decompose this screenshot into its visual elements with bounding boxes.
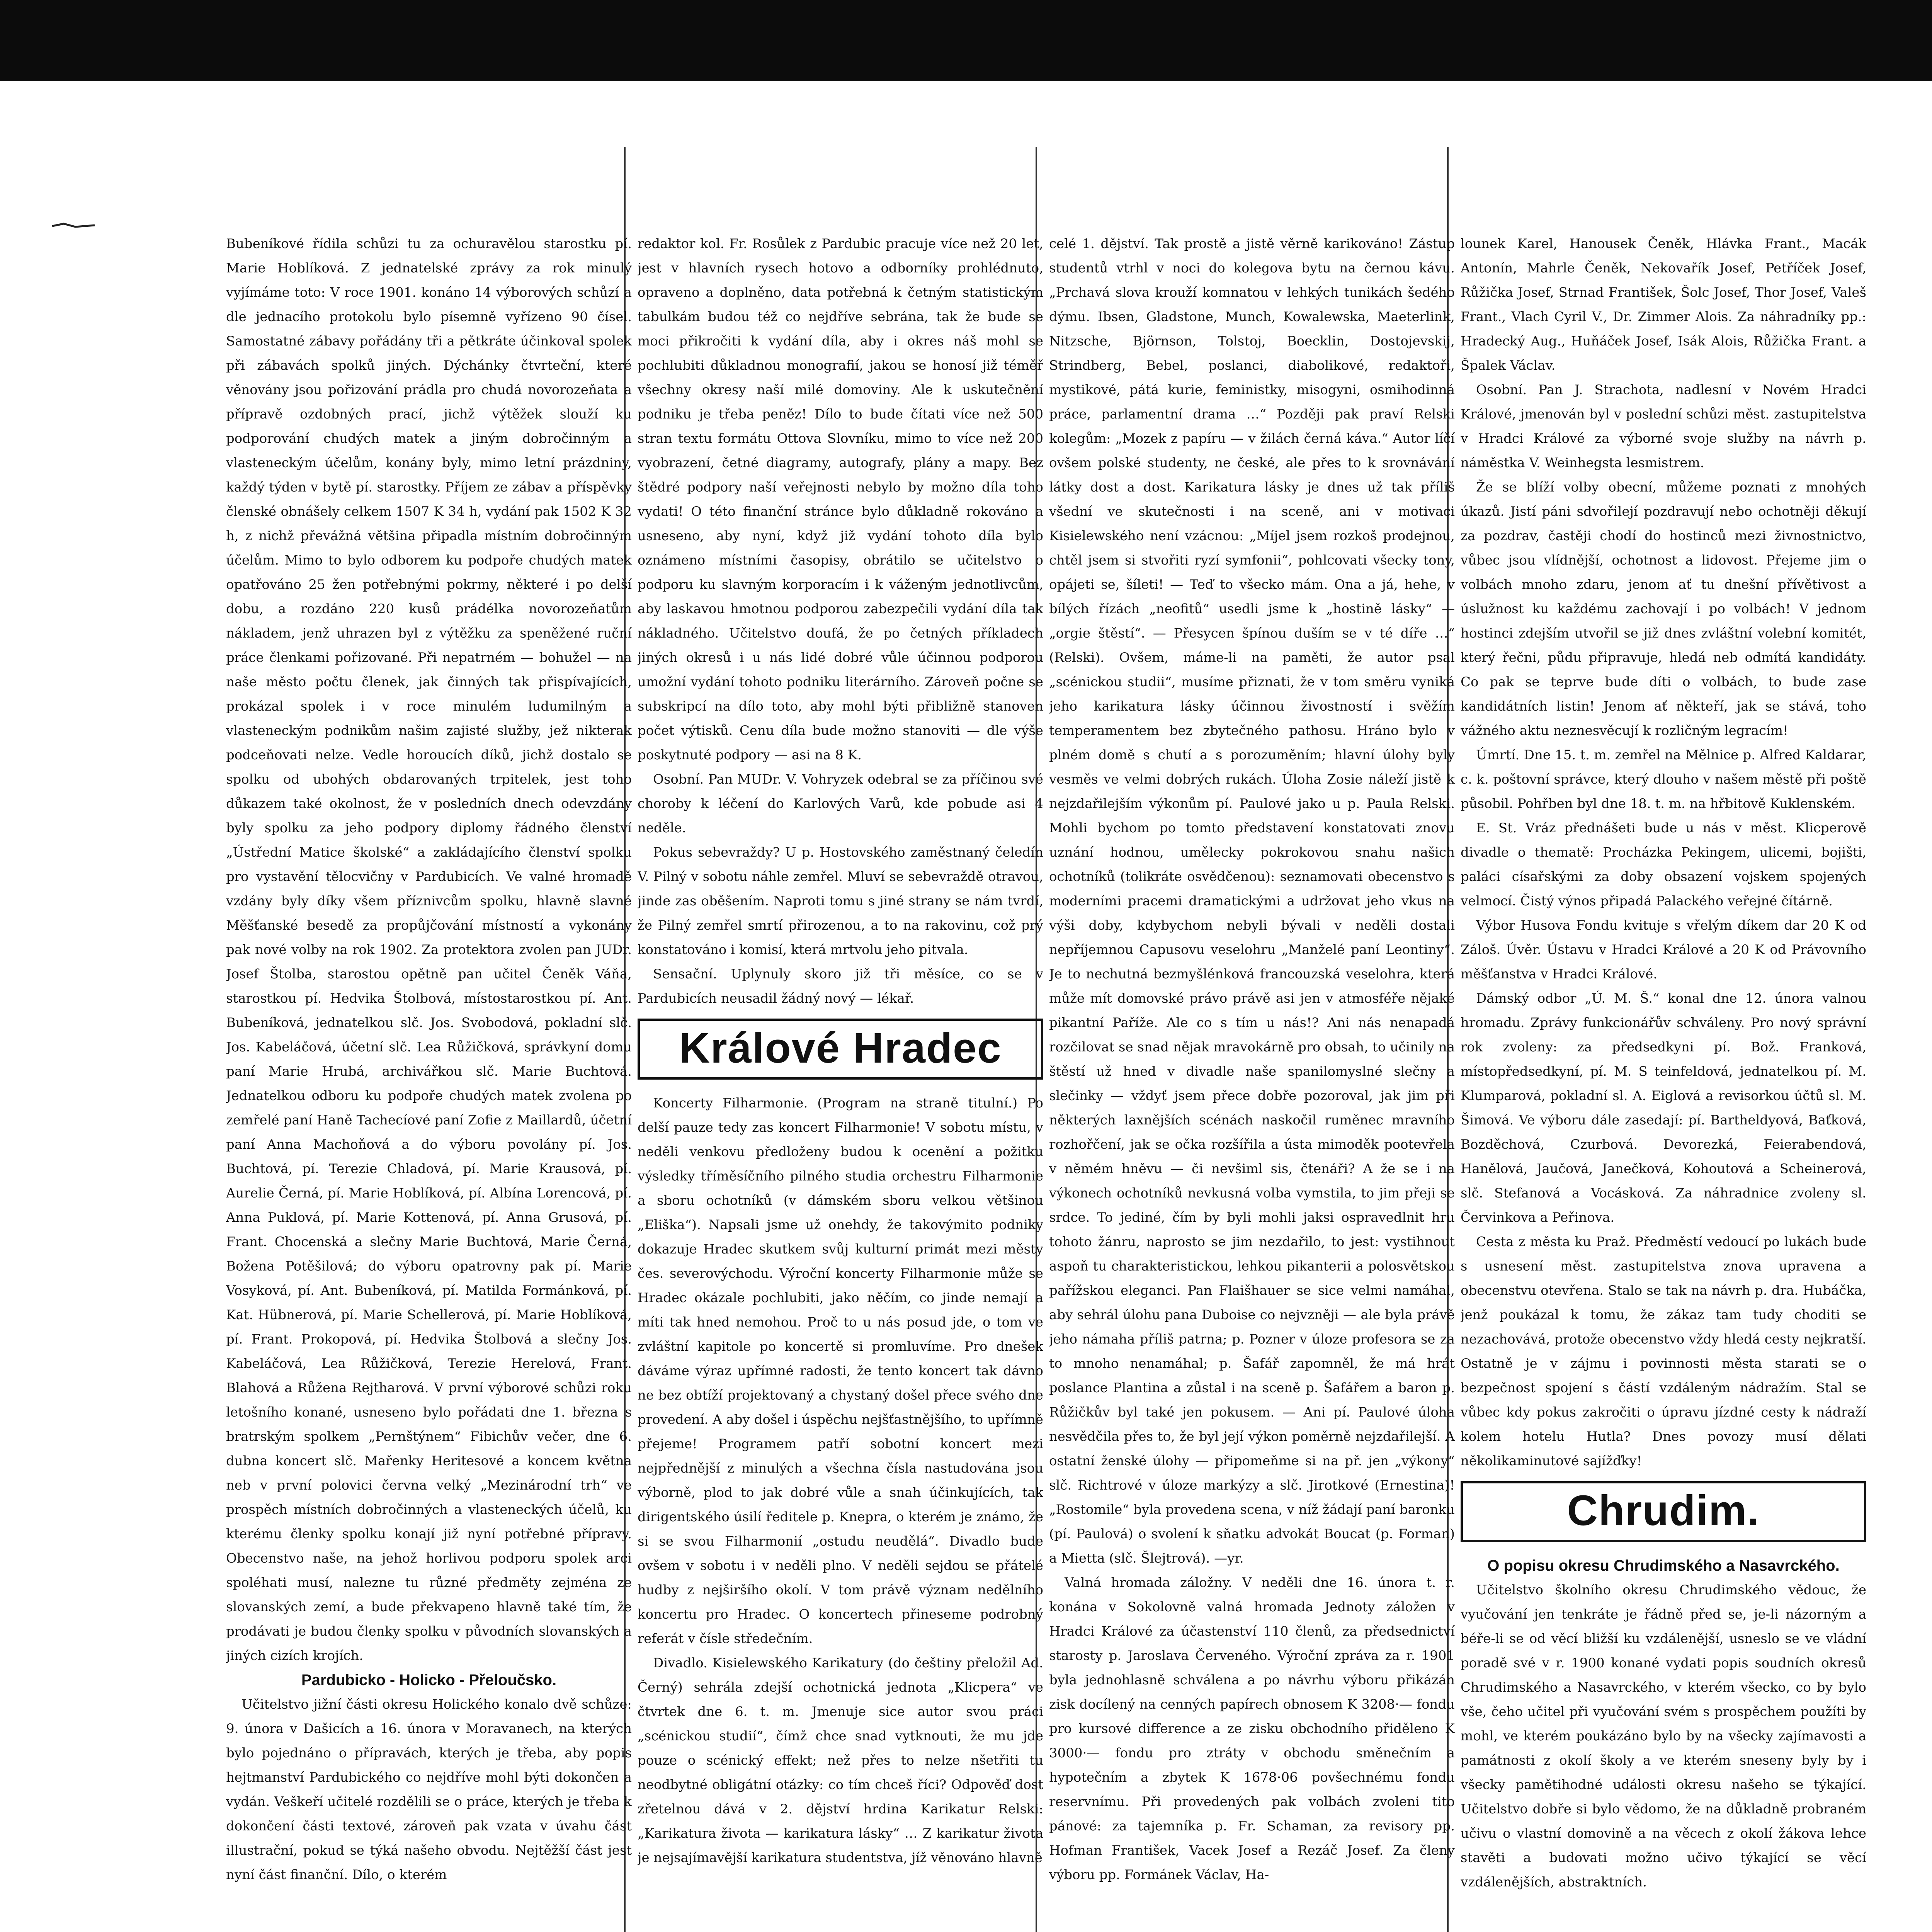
article-paragraph: lounek Karel, Hanousek Čeněk, Hlávka Frant., Macák Antonín, Mahrle Čeněk, Nekovařík Josef, Petříček Josef, Růžička Josef, Strnad František, Šolc Josef, Thor Josef, Valeš Frant., Vlach Cyril V., Dr. Zimmer Alois. Za náhradníky pp.: Hradecký Aug., Huňáček Josef, Isák Alois, Růžička Frant. a Špalek Václav. [1461, 236, 1866, 373]
article-paragraph: E. St. Vráz přednášeti bude u nás v měst. Klicperově divadle o thematě: Procházka Pekingem, ulicemi, bojišti, paláci císařskými za doby obsazení vojskem spojených velmocí. Čistý výnos připadá Palackého veřejné čítárně. [1461, 820, 1866, 909]
column-4 [1461, 232, 1866, 1932]
article-paragraph: Učitelstvo jižní části okresu Holického konalo dvě schůze: 9. února v Dašicích a 16. února v Moravanech, na kterých bylo pojednáno o přípravách, kterých je třeba, aby popis hejtmanství Pardubického co nejdříve mohl býti dokončen a vydán. Veškeří učitelé rozdělili se o práce, kterých je třeba k dokončení části textové, zároveň pak vzata v úvahu část illustrační, pokud se týká našeho obvodu. Nejtěžší část jest nyní část finanční. Dílo, o kterém [226, 1697, 632, 1883]
column-1 [226, 232, 632, 1932]
column-2 [638, 232, 1043, 1932]
article-paragraph: Valná hromada záložny. V neděli dne 16. února t. r. konána v Sokolovně valná hromada Jednoty záložen v Hradci Králové za účastenství 110 členů, za předsednictví starosty p. Jaroslava Červeného. Výroční zpráva za r. 1901 byla jednohlasně schválena a po návrhu výboru přikázán zisk docílený na cenných papírech obnosem K 3208·— fondu pro kursové difference a ze zisku obchodního přiděleno K 3000·— fondu pro ztráty v obchodu směnečním a hypotečním a zbytek K 1678·06 povšechnému fondu reservnímu. Při provedených pak volbách zvoleni tito pánové: za tajemníka p. Fr. Schaman, za revisory pp. Hofman František, Vacek Josef a Rezáč Josef. Za členy výboru pp. Formánek Václav, Ha- [1049, 1575, 1455, 1883]
article-paragraph: celé 1. dějství. Tak prostě a jistě věrně karikováno! Zástup studentů vtrhl v noci do kolegova bytu na černou kávu. „Prchavá slova krouží komnatou v lehkých tunikách šedého dýmu. Ibsen, Gladstone, Munch, Kowalewska, Maeterlink, Nitzsche, Björnson, Tolstoj, Boecklin, Dostojevskij, Strindberg, Bebel, poslanci, diabolikové, redaktoři, mystikové, pátá kurie, feministky, misogyni, osmihodinná práce, parlamentní drama …“ Později pak praví Relski kolegům: „Mozek z papíru — v žilách černá káva.“ Autor líčí ovšem polské studenty, ne české, ale přes to k srovnávání látky dost a dost. Karikatura lásky je dnes už tak příliš všední ve skutečnosti i na sceně, ani v motivaci Kisielewského není vzácnou: „Míjel jsem rozkoš prodejnou, chtěl jsem si stvořiti ryzí symfonii“, pohlcovati všecky tony, opájeti se, šíleti! — Teď to všecko mám. Ona a já, hehe, v bílých řízách „neofitů“ usedli jsme k „hostině lásky“ — „orgie štěstí“. — Přesycen špínou duším se v té díře …“ (Relski). Ovšem, máme-li na paměti, že autor psal „scénickou studii“, musíme přiznati, že v tom směru vyniká jeho karikatura lásky účinnou živostností i svěžím temperamentem bez zbytečného pathosu. Hráno bylo v plném domě s chutí a s porozuměním; hlavní úlohy byly vesměs ve velmi dobrých rukách. Úloha Zosie náleží jistě k nejzdařilejším výkonům pí. Paulové jako u p. Paula Relski. Mohli bychom po tomto představení konstatovati znovu uznání hodnou, umělecky pokrokovou snahu našich ochotníků (tolikráte osvědčenou): seznamovati obecenstvo s moderními pracemi dramatickými a udržovat jeho vkus na výši doby, kdybychom nebyli bývali v neděli dostali nepříjemnou Capusovu veselohru „Manželé paní Leontiny“. Je to nechutná bezmyšlénková francouzská veselohra, která může mít domovské právo právě asi jen v atmosféře nějaké pikantní Paříže. Ale co s tím u nás!? Ani nás nenapadá rozčilovat se snad nějak mravokárně pro obsah, to učinily na štěstí už hned v divadle naše spanilomyslné slečny a slečinky — vždyť jsem přece dobře pozoroval, jak jim při některých laxnějších scénách naskočil ruměnec mravního rozhořčení, jak se očka rozšířila a ústa mimoděk pootevřela v němém hněvu — či nevšiml sis, čtenáři? A že se i na výkonech ochotníků nevkusná volba vymstila, to jim přeji se srdce. To jediné, čím by byli mohli jaksi ospravedlnit hru tohoto žánru, naprosto se jim nezdařilo, to jest: vystihnout aspoň tu charakteristickou, lehkou pikanterii a polosvětskou pařížskou eleganci. Pan Flaišhauer se sice velmi namáhal, aby sehrál úlohu pana Duboise co nejvzněji — ale byla právě jeho námaha příliš patrna; p. Pozner v úloze profesora se za to mnoho nenamáhal; p. Šafář zapomněl, že má hrát poslance Plantina a zůstal i na sceně p. Šafářem a baron p. Růžičkův byl také jen pokusem. — Ani pí. Paulové úloha nesvědčila přes to, že byl její výkon poměrně nejzdařilejší. A ostatní ženské úlohy — připomeňme si na př. jen „výkony“ slč. Richtrové v úloze markýzy a slč. Jirotkové (Ernestina)! „Rostomile“ byla provedena scena, v níž žádají paní baronku (pí. Paulová) o svolení k sňatku advokát Boucat (p. Forman) a Mietta (slč. Šlejtrová). —yr. [1049, 236, 1455, 1566]
article-paragraph: Cesta z města ku Praž. Předměstí vedoucí po lukách bude s usnesení měst. zastupitelstva znova upravena a obecenstvu otevřena. Stalo se tak na návrh p. dra. Hubáčka, jenž poukázal k tomu, že zákaz tam tudy choditi se nezachovává, protože obecenstvo vždy hledá cesty nejkratší. Ostatně je v zájmu i povinnosti města starati se o bezpečnost spojení s částí vzdáleným nádražím. Stal se vůbec kdy pokus zakročiti o úpravu jízdné cesty k nádraží kolem hotelu Hutla? Dnes povozy musí dělati několikaminutové sajížďky! [1461, 1234, 1866, 1469]
article-paragraph: Osobní. Pan J. Strachota, nadlesní v Novém Hradci Králové, jmenován byl v poslední schůzi měst. zastupitelstva v Hradci Králové za výborné svoje služby na návrh p. náměstka V. Weinhegsta lesmistrem. [1461, 382, 1866, 471]
article-paragraph: Výbor Husova Fondu kvituje s vřelým díkem dar 20 K od Záloš. Úvěr. Ústavu v Hradci Králové a 20 K od Právovního měšťanstva v Hradci Králové. [1461, 918, 1866, 982]
article-paragraph: Divadlo. Kisielewského Karikatury (do češtiny přeložil Ad. Černý) sehrála zdejší ochotnická jednota „Klicpera“ ve čtvrtek dne 6. t. m. Jmenuje sice autor svou práci „scénickou studií“, čímž chce snad vytknouti, že mu jde pouze o scénický effekt; než přes to nelze nšetřiti tu neodbytné obligátní otázky: co tím chceš říci? Odpověď dost zřetelnou dává v 2. dějství hrdina Karikatur Relski: „Karikatura života — karikatura lásky“ … Z karikatur života je nejsajímavější karikatura studentstva, jíž věnováno hlavně [638, 1655, 1043, 1866]
article-paragraph: Bubeníkové řídila schůzi tu za ochuravělou starostku pí. Marie Hoblíková. Z jednatelské zprávy za rok minulý vyjímáme toto: V roce 1901. konáno 14 výborových schůzí a dle jednacího protokolu bylo písemně vyřízeno 90 čísel. Samostatné zábavy pořádány tři a pětkráte účinkoval spolek při zábavách spolků jiných. Dýchánky čtvrteční, které věnovány jsou pořizování prádla pro chudá novorozeňata a přípravě ozdobných prací, jichž výtěžek slouží ku podporování chudých matek a jiným dobročinným a vlasteneckým účelům, konány byly, mimo letní prázdniny, každý týden v bytě pí. starostky. Příjem ze zábav a příspěvky členské obnášely celkem 1507 K 34 h, vydání pak 1502 K 32 h, z nichž převážná většina připadla místním dobročinným účelům. Mimo to bylo odborem ku podpoře chudých matek opatřováno 25 žen potřebnými pokrmy, některé i po delší dobu, a rozdáno 220 kusů prádélka novorozeňatům nákladem, jenž uhrazen byl z výtěžku za speněžené ruční práce členkami pořizované. Při nepatrném — bohužel — na naše město počtu členek, jak činných tak přispívajících, prokázal spolek i v roce minulém ludumilným a vlasteneckým podnikům našim zajisté služby, jež nikterak podceňovati nelze. Vedle horoucích díků, jichž dostalo se spolku od ubohých obdarovaných trpitelek, jest toho důkazem také okolnost, že v posledních dnech odevzdány byly spolku za jeho podpory diplomy řádného členství „Ústřední Matice školské“ a zakládajícího členství spolku pro vystavění tělocvičny v Pardubicích. Ve valné hromadě vzdány byly díky všem příznivcům spolku, hlavně slavné Měšťanské besedě za propůjčování místností a vykonány pak nové volby na rok 1902. Za protektora zvolen pan JUDr. Josef Štolba, starostou opětně pan učitel Čeněk Váňa, starostkou pí. Hedvika Štolbová, místostarostkou pí. Ant. Bubeníková, jednatelkou slč. Jos. Svobodová, pokladní slč. Jos. Kabeláčová, účetní slč. Lea Růžičková, správkyní domu paní Marie Hrubá, archivářkou slč. Marie Buchtová. Jednatelkou odboru ku podpoře chudých matek zvolena po zemřelé paní Haně Tachecíové paní Zofie z Maillardů, účetní paní Anna Machoňová a do výboru povolány pí. Jos. Buchtová, pí. Terezie Chladová, pí. Marie Krausová, pí. Aurelie Černá, pí. Marie Hoblíková, pí. Albína Lorencová, pí. Anna Puklová, pí. Marie Kottenová, pí. Anna Grusová, pí. Frant. Chocenská a slečny Marie Buchtová, Marie Černá, Božena Potěšilová; do výboru opatrovny pak pí. Marie Vosyková, pí. Ant. Bubeníková, pí. Matilda Formánková, pí. Kat. Hübnerová, pí. Marie Schellerová, pí. Marie Hoblíková, pí. Frant. Prokopová, pí. Hedvika Štolbová a slečny Jos. Kabeláčová, Lea Růžičková, Terezie Herelová, Frant. Blahová a Růžena Rejtharová. V první výborové schůzi roku letošního konané, usneseno bylo pořádati dne 1. března s bratrským spolkem „Pernštýnem“ Fibichův večer, dne 6. dubna koncert slč. Mařenky Heritesové a koncem května neb v první polovici června velký „Mezinárodní trh“ ve prospěch místních dobročinných a vlasteneckých účelů, ku kterému členky spolku konají již nyní potřebné přípravy. Obecenstvo naše, na jehož horlivou podporu spolek arci spoléhati musí, nalezne tu různé předměty zejména ze slovanských zemí, a bude překvapeno hlavně také tím, že prodávati je budou členky spolku v původních slovanských a jiných cizích krojích. [226, 236, 632, 1663]
article-paragraph: Pokus sebevraždy? U p. Hostovského zaměstnaný čeledín V. Pilný v sobotu náhle zemřel. Mluví se sebevraždě otravou, jinde zas oběšením. Naproti tomu s jiné strany se nám tvrdí, že Pilný zemřel smrtí přirozenou, a to na rakovinu, což prý konstatováno i komisí, která mrtvolu jeho pitvala. [638, 845, 1043, 957]
article-paragraph: Učitelstvo školního okresu Chrudimského vědouc, že vyučování jen tenkráte je řádně před se, je-li názorným a béře-li se od věcí bližší ku vzdálenější, usneslo se ve vládní poradě své v r. 1900 konané vydati popis soudních okresů Chrudimského a Nasavrckého, v kterém všecko, co by bylo vše, čeho učitel při vyučování svém s prospěchem použíti by mohl, ve kterém poukázáno bylo by na všecky zajímavosti a památnosti z okolí školy a ve kterém sneseny byly by i všecky pamětihodné události okresu našeho se týkající. Učitelstvo dobře si bylo vědomo, že na důkladně probraném učivu o vlastní domovině a na věcech z okolí žákova lehce stavěti a budovati možno učivo týkající se věcí vzdálenějších, abstraktních. [1461, 1582, 1866, 1890]
scan-mark-icon [52, 222, 95, 229]
article-paragraph: Že se blíží volby obecní, můžeme poznati z mnohých úkazů. Jistí páni sdvořilejí pozdravují nebo ochotněji děkují za pozdrav, častěji chodí do hostinců mezi živnostnictvo, vůbec jsou vlídnější, ochotnost a lidovost. Přejeme jim o volbách mnoho zdaru, jenom ať tu dnešní přívětivost a úslužnost ku každému zachovají i po volbách! V jednom hostinci zdejším utvořil se již dnes zvláštní volební komitét, který řečni, půdu připravuje, hledá neb odmítá kandidáty. Co pak se teprve bude díti o volbách, to bude zase kandidátních listin! Jenom ať někteří, jak se stává, toho vážného aktu neznesvěcují k rozličným legracím! [1461, 480, 1866, 738]
article-subheading: O popisu okresu Chrudimského a Nasavrckého. [1487, 1557, 1840, 1574]
section-heading-kralove-hradec: Králové Hradec [638, 1019, 1043, 1080]
article-paragraph: Sensační. Uplynuly skoro již tři měsíce, co se v Pardubicích neusadil žádný nový — lékař. [638, 966, 1043, 1006]
article-paragraph: redaktor kol. Fr. Rosůlek z Pardubic pracuje více než 20 let, jest v hlavních rysech hotovo a odborníky prohlédnuto, opraveno a doplněno, data potřebná k četným statistickým tabulkám budou též co nejdříve sebrána, tak že bude se moci přikročiti k vydání díla, aby i okres náš mohl se pochlubiti důkladnou monografií, jakou se honosí již téměř všechny okresy naší milé domoviny. Ale k uskutečnění podniku je třeba peněz! Dílo to bude čítati více než 500 stran textu formátu Ottova Slovníku, mimo to více než 200 vyobrazení, četné diagramy, autografy, plány a mapy. Bez štědré podpory naší veřejnosti nebylo by možno díla toho vydati! O této finanční stránce bylo důkladně rokováno a usneseno, aby nyní, když již vydání tohoto díla bylo oznámeno místními časopisy, obrátilo se učitelstvo o podporu ku slavným korporacím i k váženým jednotlivcům, aby laskavou hmotnou podporou zabezpečili vydání díla tak nákladného. Učitelstvo doufá, že po četných příkladech jiných okresů i u nás lidé dobré vůle účinnou podporou umožní vydání tohoto podniku literárního. Zároveň počne se subskripcí na dílo toto, aby mohl býti přibližně stanoven počet výtisků. Cenu díla bude možno stanoviti — dle výše poskytnuté podpory — asi na 8 K. [638, 236, 1043, 763]
section-subheading: Pardubicko - Holicko - Přeloučsko. [301, 1672, 557, 1689]
article-paragraph: Osobní. Pan MUDr. V. Vohryzek odebral se za příčinou své choroby k léčení do Karlových Varů, kde pobude asi 4 neděle. [638, 772, 1043, 836]
scan-border-top [0, 0, 1932, 81]
article-paragraph: Koncerty Filharmonie. (Program na straně titulní.) Po delší pauze tedy zas koncert Filharmonie! V sobotu místu, v neděli venkovu předloženy budou k ocenění a požitku výsledky tříměsíčního pilného studia orchestru Filharmonie a sboru ochotníků (v dámském sboru velkou většinou „Eliška“). Napsali jsme už onehdy, že takovýmito podniky dokazuje Hradec skutkem svůj kulturní primát mezi městy čes. severovýchodu. Výroční koncerty Filharmonie může se Hradec okázale pochlubiti, jako něčím, co jinde nemají a míti tak hned nemohou. Proč to u nás posud jde, o tom ve zvláštní kapitole po koncertě si promluvíme. Pro dnešek dáváme výraz upřímné radosti, že tento koncert tak dávno ne bez obtíží projektovaný a chystaný došel přece svého dne provedení. A aby došel i úspěchu nejšťastnějšího, to upřímně přejeme! Programem patří sobotní koncert mezi nejpřednější z minulých a všechna čísla nastudována jsou výborně, plod to jak dobré vůle a snah účinkujících, tak dirigentského úsilí ředitele p. Knepra, o kterém je známo, že si se svou Filharmonií „ostudu neudělá“. Divadlo bude ovšem v sobotu i v neděli plno. V neděli sejdou se přátelé hudby z nejširšího okolí. V tom právě význam nedělního koncertu pro Hradec. O koncertech přineseme podrobný referát v čísle středečním. [638, 1095, 1043, 1646]
article-paragraph: Dámský odbor „Ú. M. Š.“ konal dne 12. února valnou hromadu. Zprávy funkcionářův schváleny. Pro nový správní rok zvoleny: za předsedkyni pí. Bož. Franková, místopředsedkyní, pí. M. S teinfeldová, jednatelkou pí. M. Klumparová, pokladní sl. A. Eiglová a revisorkou účtů sl. M. Šimová. Ve výboru dále zasedají: pí. Bartheldyová, Baťková, Bozděchová, Czurbová. Devorezká, Feierabendová, Hanělová, Jaučová, Janečková, Kohoutová a Scheinerová, slč. Stefanová a Vocásková. Za náhradnice zvoleny sl. Červinkova a Peřinova. [1461, 991, 1866, 1225]
article-paragraph: Úmrtí. Dne 15. t. m. zemřel na Mělnice p. Alfred Kaldarar, c. k. poštovní správce, který dlouho v našem městě při poště působil. Pohřben byl dne 18. t. m. na hřbitově Kuklenském. [1461, 747, 1866, 811]
section-heading-chrudim: Chrudim. [1461, 1481, 1866, 1542]
column-3 [1049, 232, 1455, 1932]
